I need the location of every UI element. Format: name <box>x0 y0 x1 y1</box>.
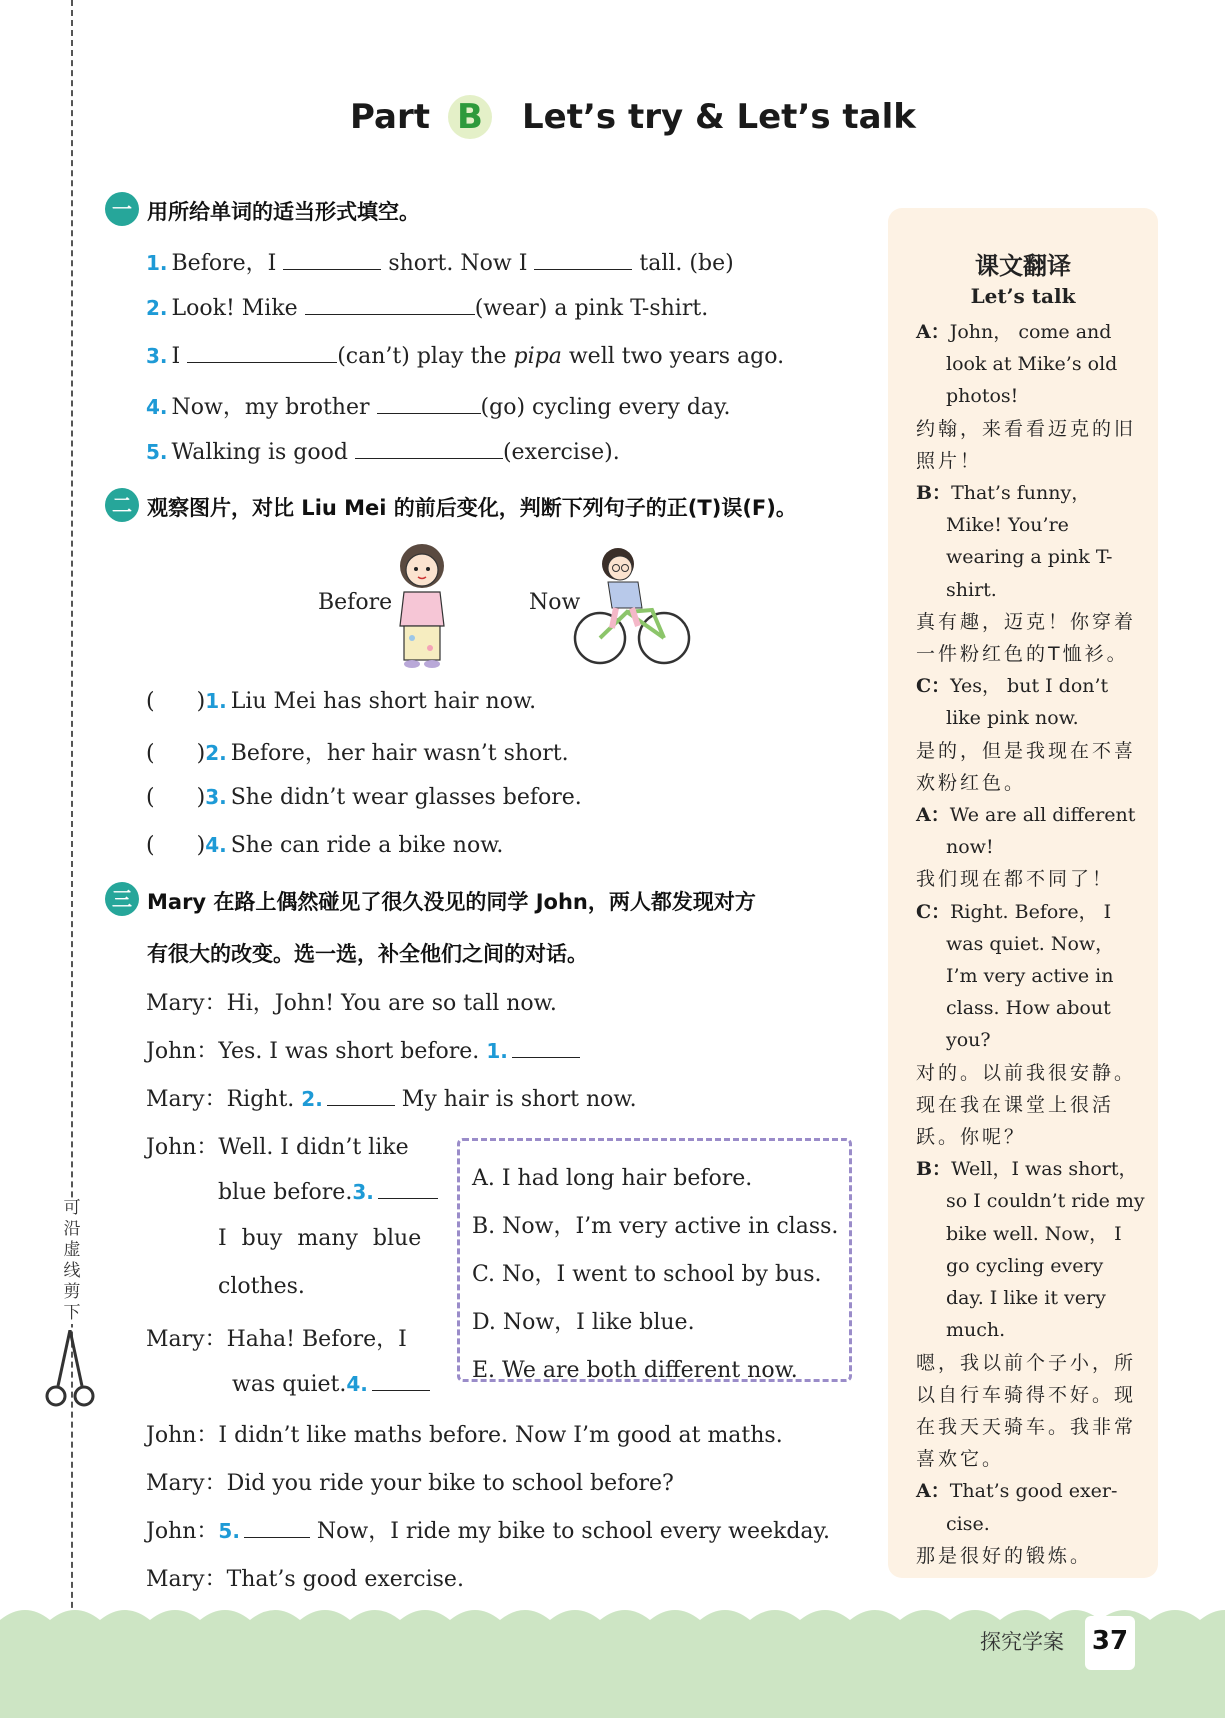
dialog-line: clothes. <box>218 1274 305 1299</box>
s1-item-3: 3. I (can’t) play the pipa well two years ago. <box>146 344 785 369</box>
sidebar-english-text: That’s good exer-cise. <box>946 1480 1118 1535</box>
sidebar-translation-text <box>916 316 1146 1572</box>
s1-item-4: 4. Now，my brother (go) cycling every day. <box>146 395 731 420</box>
speaker-label: B： <box>916 482 952 505</box>
sidebar-english-text: Yes， but I don’t like pink now. <box>946 675 1109 730</box>
sidebar-english-line <box>916 896 1146 1057</box>
answer-blank[interactable] <box>355 438 503 459</box>
dialog-line: John：Well. I didn’t like <box>146 1135 409 1160</box>
answer-blank[interactable] <box>283 249 381 270</box>
sidebar-chinese-line: 约翰，来看看迈克的旧照片！ <box>916 417 1137 472</box>
answer-blank[interactable] <box>512 1037 580 1058</box>
before-label: Before <box>318 590 393 615</box>
part-letter-badge: B <box>448 95 492 139</box>
girl-cycling-illustration <box>572 542 692 668</box>
sidebar-english-text: We are all different now! <box>946 804 1136 859</box>
option-d[interactable]: D. Now，I like blue. <box>472 1310 695 1335</box>
page-number: 37 <box>1091 1626 1129 1656</box>
dialog-line: Mary：Haha! Before，I <box>146 1327 407 1352</box>
sidebar-english-line <box>916 670 1146 734</box>
s2-item-1: ( )1. Liu Mei has short hair now. <box>146 689 537 714</box>
speaker-label: A： <box>916 804 950 827</box>
cut-hint: 可沿虚线剪下 <box>60 1198 84 1324</box>
s1-item-2: 2. Look! Mike (wear) a pink T-shirt. <box>146 296 709 321</box>
answer-blank[interactable] <box>327 1085 395 1106</box>
option-b[interactable]: B. Now，I’m very active in class. <box>472 1214 839 1239</box>
dialog-line: John：I didn’t like maths before. Now I’m good at maths. <box>146 1423 783 1448</box>
dialog-line: blue before.3. <box>218 1178 438 1205</box>
girl-before-illustration <box>392 540 452 670</box>
dialog-line: Mary：Right. 2. My hair is short now. <box>146 1087 637 1112</box>
answer-blank[interactable] <box>187 342 337 363</box>
section3-badge: 三 <box>105 882 139 916</box>
speaker-label: C： <box>916 675 951 698</box>
page-title <box>350 95 916 139</box>
answer-paren[interactable] <box>155 832 197 852</box>
speaker-label: A： <box>916 321 950 343</box>
sidebar-chinese-line: 真有趣，迈克！你穿着一件粉红色的T恤衫。 <box>916 610 1137 666</box>
dialog-line: Mary：That’s good exercise. <box>146 1567 464 1592</box>
s2-item-4: ( )4. She can ride a bike now. <box>146 833 504 858</box>
dialog-line: John：5. Now，I ride my bike to school every weekday. <box>146 1519 831 1544</box>
sidebar-chinese-line: 是的，但是我现在不喜欢粉红色。 <box>916 739 1137 794</box>
title-part: Part <box>350 97 430 137</box>
answer-paren[interactable] <box>155 688 197 708</box>
sidebar-chinese-line: 对的。以前我很安静。现在我在课堂上很活跃。你呢？ <box>916 1061 1137 1149</box>
dialog-line: was quiet.4. <box>232 1370 430 1397</box>
answer-blank[interactable] <box>244 1517 310 1538</box>
now-label: Now <box>529 590 581 615</box>
s2-item-3: ( )3. She didn’t wear glasses before. <box>146 785 582 810</box>
title-rest: Let’s try & Let’s talk <box>521 97 916 137</box>
options-box <box>457 1138 852 1382</box>
cut-line <box>71 0 73 1718</box>
sidebar-english-text: Well，I was short， so I couldn’t ride my bike well. Now， I go cycling every day. I like it very much. <box>946 1158 1145 1342</box>
sidebar-subtitle: Let’s talk <box>970 284 1076 308</box>
sidebar-chinese-line: 那是很好的锻炼。 <box>916 1544 1093 1567</box>
sidebar-title: 课文翻译 <box>975 252 1071 280</box>
answer-blank[interactable] <box>534 249 632 270</box>
sidebar-english-text: That’s funny，Mike! You’re wearing a pink T-shirt. <box>946 482 1113 601</box>
dialog-line: I buy many blue <box>218 1226 422 1251</box>
scissors-icon <box>44 1330 96 1410</box>
s1-item-5: 5. Walking is good (exercise). <box>146 440 620 465</box>
sidebar-english-line <box>916 316 1146 413</box>
dialog-line: Mary：Hi，John! You are so tall now. <box>146 991 557 1016</box>
sidebar-chinese-line: 我们现在都不同了！ <box>916 868 1115 891</box>
speaker-label: B： <box>916 1158 952 1181</box>
answer-blank[interactable] <box>372 1370 430 1391</box>
speaker-label: C： <box>916 900 951 923</box>
sidebar-english-line <box>916 1475 1146 1539</box>
dialog-line: John：Yes. I was short before. 1. <box>146 1034 580 1065</box>
s2-item-2: ( )2. Before，her hair wasn’t short. <box>146 741 569 766</box>
sidebar-chinese-line: 嗯，我以前个子小，所以自行车骑得不好。现在我天天骑车。我非常喜欢它。 <box>916 1351 1137 1471</box>
sidebar-english-line <box>916 477 1146 606</box>
answer-paren[interactable] <box>155 784 197 804</box>
sidebar-english-text: Right. Before， I was quiet. Now， I’m very active in class. How about you? <box>946 900 1115 1052</box>
section3-heading-2: 有很大的改变。选一选，补全他们之间的对话。 <box>147 942 588 966</box>
section1-heading: 用所给单词的适当形式填空。 <box>147 200 420 224</box>
sidebar-english-line <box>916 799 1146 863</box>
option-e[interactable]: E. We are both different now. <box>472 1358 798 1383</box>
section2-heading: 观察图片，对比 Liu Mei 的前后变化，判断下列句子的正(T)误(F)。 <box>147 496 797 520</box>
dialog-line: Mary：Did you ride your bike to school before? <box>146 1471 674 1496</box>
translation-sidebar <box>888 208 1158 1578</box>
option-a[interactable]: A. I had long hair before. <box>472 1166 753 1191</box>
s1-item-1: 1. Before，I short. Now I tall. (be) <box>146 251 734 276</box>
footer-wave-band <box>0 1600 1225 1718</box>
answer-blank[interactable] <box>377 393 481 414</box>
section1-badge: 一 <box>105 192 139 226</box>
footer-label: 探究学案 <box>980 1630 1064 1654</box>
sidebar-english-text: John， come and look at Mike’s old photos! <box>946 321 1118 408</box>
answer-paren[interactable] <box>155 740 197 760</box>
sidebar-english-line <box>916 1153 1146 1346</box>
answer-blank[interactable] <box>378 1178 438 1199</box>
option-c[interactable]: C. No，I went to school by bus. <box>472 1262 822 1287</box>
section3-heading-1: Mary 在路上偶然碰见了很久没见的同学 John，两人都发现对方 <box>147 890 756 914</box>
speaker-label: A： <box>916 1480 950 1503</box>
answer-blank[interactable] <box>305 294 475 315</box>
section2-badge: 二 <box>105 488 139 522</box>
